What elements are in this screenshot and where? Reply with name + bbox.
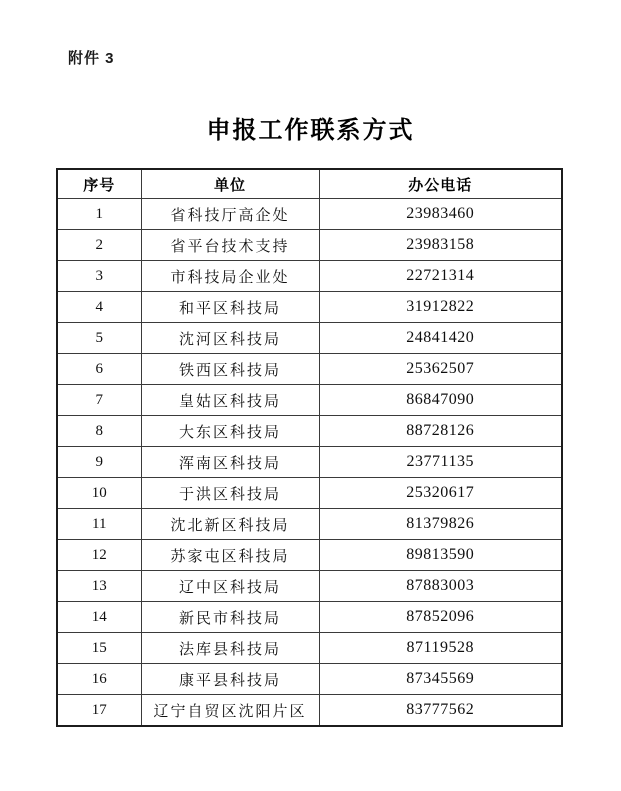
row-phone-cell: 81379826 (319, 509, 562, 540)
table-row (57, 199, 562, 230)
table-row (57, 540, 562, 571)
row-unit-cell: 沈北新区科技局 (141, 509, 319, 540)
row-phone-cell: 23771135 (319, 447, 562, 478)
row-phone-cell: 24841420 (319, 323, 562, 354)
row-phone-cell: 86847090 (319, 385, 562, 416)
row-seq-cell: 13 (57, 571, 141, 602)
table-row (57, 261, 562, 292)
row-seq-cell: 5 (57, 323, 141, 354)
table-row (57, 509, 562, 540)
row-phone-cell: 87883003 (319, 571, 562, 602)
row-unit-cell: 法库县科技局 (141, 633, 319, 664)
table-header-row (57, 169, 562, 199)
row-phone-cell: 25320617 (319, 478, 562, 509)
row-seq-cell: 15 (57, 633, 141, 664)
row-phone-cell: 87852096 (319, 602, 562, 633)
table-row (57, 695, 562, 727)
row-phone-cell: 31912822 (319, 292, 562, 323)
table-row (57, 571, 562, 602)
row-unit-cell: 皇姑区科技局 (141, 385, 319, 416)
row-seq-cell: 9 (57, 447, 141, 478)
row-unit-cell: 辽宁自贸区沈阳片区 (141, 695, 319, 727)
row-seq-cell: 8 (57, 416, 141, 447)
table-row (57, 292, 562, 323)
table-row (57, 385, 562, 416)
row-seq-cell: 4 (57, 292, 141, 323)
row-seq-cell: 6 (57, 354, 141, 385)
row-unit-cell: 康平县科技局 (141, 664, 319, 695)
row-seq-cell: 2 (57, 230, 141, 261)
table-row (57, 447, 562, 478)
row-unit-cell: 辽中区科技局 (141, 571, 319, 602)
contact-table (56, 168, 563, 727)
row-unit-cell: 沈河区科技局 (141, 323, 319, 354)
row-phone-cell: 23983460 (319, 199, 562, 230)
page-title: 申报工作联系方式 (206, 118, 415, 144)
row-seq-cell: 12 (57, 540, 141, 571)
table-row (57, 323, 562, 354)
row-seq-cell: 3 (57, 261, 141, 292)
table-row (57, 354, 562, 385)
row-seq-cell: 10 (57, 478, 141, 509)
row-unit-cell: 省平台技术支持 (141, 230, 319, 261)
row-unit-cell: 铁西区科技局 (141, 354, 319, 385)
row-phone-cell: 23983158 (319, 230, 562, 261)
row-seq-cell: 17 (57, 695, 141, 727)
row-phone-cell: 87119528 (319, 633, 562, 664)
row-phone-cell: 22721314 (319, 261, 562, 292)
row-unit-cell: 浑南区科技局 (141, 447, 319, 478)
row-unit-cell: 省科技厅高企处 (141, 199, 319, 230)
table-row (57, 602, 562, 633)
row-seq-cell: 11 (57, 509, 141, 540)
row-unit-cell: 新民市科技局 (141, 602, 319, 633)
row-phone-cell: 25362507 (319, 354, 562, 385)
row-phone-cell: 89813590 (319, 540, 562, 571)
row-phone-cell: 83777562 (319, 695, 562, 727)
column-header-phone: 办公电话 (319, 169, 562, 199)
table-row (57, 664, 562, 695)
table-row (57, 230, 562, 261)
row-unit-cell: 市科技局企业处 (141, 261, 319, 292)
table-row (57, 478, 562, 509)
column-header-unit: 单位 (141, 169, 319, 199)
row-phone-cell: 87345569 (319, 664, 562, 695)
row-unit-cell: 大东区科技局 (141, 416, 319, 447)
row-unit-cell: 苏家屯区科技局 (141, 540, 319, 571)
row-seq-cell: 1 (57, 199, 141, 230)
row-seq-cell: 7 (57, 385, 141, 416)
row-seq-cell: 16 (57, 664, 141, 695)
row-unit-cell: 于洪区科技局 (141, 478, 319, 509)
column-header-seq: 序号 (57, 169, 141, 199)
row-phone-cell: 88728126 (319, 416, 562, 447)
row-unit-cell: 和平区科技局 (141, 292, 319, 323)
table-row (57, 416, 562, 447)
table-row (57, 633, 562, 664)
row-seq-cell: 14 (57, 602, 141, 633)
attachment-label: 附件 3 (68, 50, 115, 67)
